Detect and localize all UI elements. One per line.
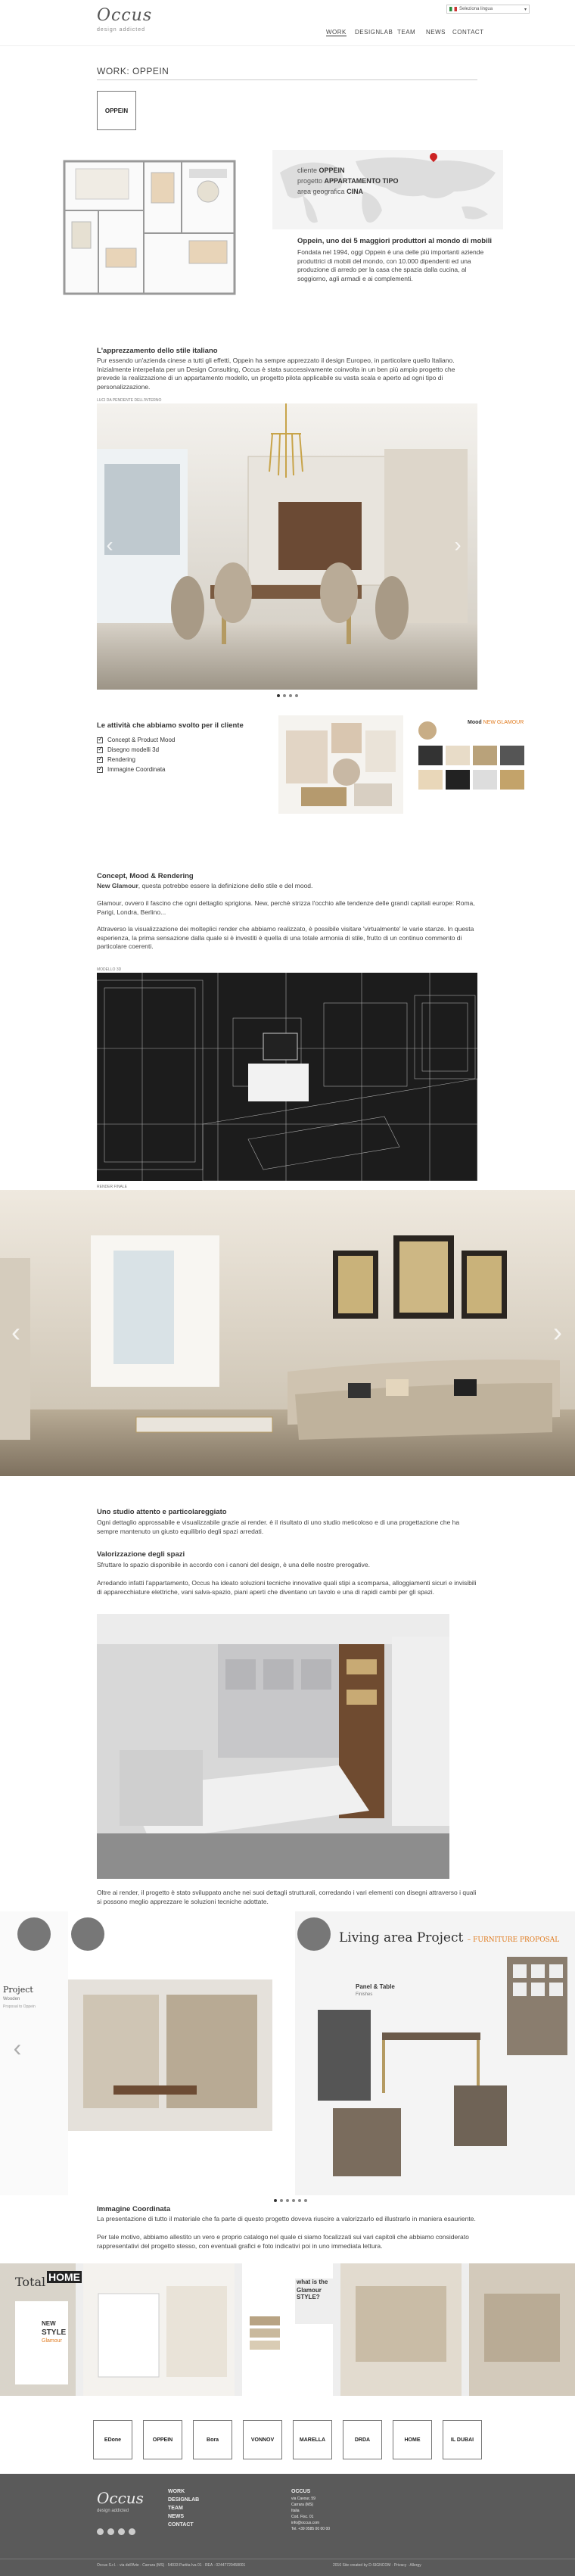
slider-next-arrow[interactable]: › — [553, 1316, 562, 1347]
project-info — [297, 165, 399, 197]
spaces-text-1: Sfruttare lo spazio disponibile in accordo con i canoni del design, è una delle nostre prerogative. — [97, 1561, 371, 1568]
site-header — [0, 0, 575, 46]
title-divider — [97, 79, 477, 80]
activity-label: Immagine Coordinata — [107, 766, 166, 773]
activity-item — [97, 746, 175, 753]
footer-office-line: Cod. Fisc. 01 — [291, 2515, 314, 2519]
mag-question: Glamour STYLE? — [297, 2287, 322, 2300]
partner-logos — [0, 2420, 575, 2459]
oppein-text: Fondata nel 1994, oggi Oppein è una delle più importanti aziende produttrici di mobili del mondo, con 10.000 dipendenti ed una produzione di arredo per la casa che spazia dalla cucina, al soggiorno, agli armadi e ai complementi. — [297, 248, 484, 282]
mood-board-2 — [411, 715, 536, 814]
slider-prev-arrow[interactable]: ‹ — [13, 2034, 22, 2061]
identity-heading: Immagine Coordinata — [97, 2205, 171, 2213]
pinterest-icon[interactable] — [129, 2528, 135, 2535]
partner-logo[interactable]: DRDA — [343, 2420, 382, 2459]
slider-dot[interactable] — [280, 2199, 283, 2202]
activity-item — [97, 756, 175, 763]
mood-name: NEW GLAMOUR — [483, 720, 524, 725]
slider-dots — [277, 694, 298, 697]
activity-item — [97, 737, 175, 743]
render-caption: RENDER FINALE — [97, 1185, 128, 1189]
footer-office — [291, 2487, 330, 2532]
mood-title — [468, 720, 524, 725]
activity-item — [97, 766, 175, 773]
project-label: progetto — [297, 177, 323, 185]
wireframe-caption: MODELLO 3D — [97, 967, 122, 972]
italy-flag-icon — [449, 7, 457, 11]
checkbox-icon — [97, 757, 103, 763]
partner-logo[interactable]: EDone — [93, 2420, 132, 2459]
project-sheets-slider — [0, 1911, 575, 2195]
section-heading-style: L'apprezzamento dello stile italiano — [97, 347, 218, 355]
social-icons — [97, 2528, 135, 2535]
footer-office-line: Carrara (MS) — [291, 2503, 314, 2507]
footer-copyright: Occus S.r.l. · via dell'Arte · Carrara (MS) · 54033 Partita Iva 01 · REA · 02447720458001 — [97, 2563, 246, 2568]
floor-plan-image — [53, 150, 246, 301]
language-label: Seleziona lingua — [459, 7, 493, 11]
structure-text: Oltre ai render, il progetto è stato sviluppato anche nei suoi dettagli strutturali, corredando i vari elementi con disegni attraverso i quali si possono meglio apprezzare le soluzioni tecniche adottate. — [97, 1889, 477, 1905]
slider-dot[interactable] — [274, 2199, 277, 2202]
footer-phone: Tel. +39 0585 00 00 00 — [291, 2527, 331, 2531]
site-footer — [0, 2474, 575, 2576]
footer-office-line: via Cavour, 59 — [291, 2497, 315, 2501]
partner-logo[interactable]: MARELLA — [293, 2420, 332, 2459]
nav-designlab[interactable]: DESIGNLAB — [355, 29, 393, 36]
living-room-render — [0, 1190, 575, 1476]
footer-logo[interactable]: Occus — [97, 2489, 144, 2507]
partner-logo[interactable]: IL DUBAI — [443, 2420, 482, 2459]
slider-dot[interactable] — [289, 694, 292, 697]
wireframe-render — [97, 973, 477, 1181]
concept-lead — [97, 882, 479, 891]
twitter-icon[interactable] — [107, 2528, 114, 2535]
client-value: OPPEIN — [319, 167, 345, 174]
slider-dot[interactable] — [292, 2199, 295, 2202]
side-sheet-sub: Wooden — [3, 1997, 20, 2001]
activity-label: Disegno modelli 3d — [107, 746, 160, 753]
mag-glamour: Glamour — [42, 2338, 62, 2344]
mag-what: what is the — [297, 2279, 328, 2285]
activities-heading: Le attività che abbiamo svolto per il cliente — [97, 721, 244, 730]
sheet-subtitle: – FURNITURE PROPOSAL — [467, 1936, 560, 1944]
slider-dot[interactable] — [304, 2199, 307, 2202]
footer-credits: 2016 Site created by D-SIGNCOM · Privacy · Allergy — [333, 2563, 421, 2568]
office-corner-render — [97, 1614, 449, 1879]
project-value: APPARTAMENTO TIPO — [324, 177, 399, 185]
nav-news[interactable]: NEWS — [426, 29, 446, 36]
slider-dot[interactable] — [283, 694, 286, 697]
mood-label: Mood — [468, 720, 482, 725]
language-select[interactable] — [446, 5, 530, 14]
checkbox-icon — [97, 747, 103, 753]
footer-nav-team[interactable]: TEAM — [168, 2506, 183, 2511]
footer-logo-tagline: design addicted — [97, 2509, 129, 2513]
catalog-gallery — [0, 2263, 575, 2396]
identity-text-2: Per tale motivo, abbiamo allestito un vero e proprio catalogo nel quale ci siamo focalizzati sui vari capitoli che abbiamo considerato rappresentativi del progetto stesso, con eventuali grafici e foto indicativi poi in uno immediata lettura. — [97, 2233, 469, 2250]
mag-total: Total — [15, 2275, 46, 2289]
partner-logo[interactable]: HOME — [393, 2420, 432, 2459]
concept-heading: Concept, Mood & Rendering — [97, 872, 194, 880]
slider-dot[interactable] — [277, 694, 280, 697]
concept-p1: Glamour, ovvero il fascino che ogni dettaglio sprigiona. New, perchè strizza l'occhio alle tendenze delle grandi capitali europe: Roma, Parigi, Londra, Berlino... — [97, 899, 475, 916]
page-title: WORK: OPPEIN — [97, 66, 169, 76]
footer-office-line: Italia — [291, 2509, 300, 2513]
slider-dots — [274, 2199, 307, 2202]
activity-label: Concept & Product Mood — [107, 737, 176, 743]
partner-logo[interactable]: VONNOV — [243, 2420, 282, 2459]
footer-nav-contact[interactable]: CONTACT — [168, 2522, 194, 2528]
spaces-text-2: Arredando infatti l'appartamento, Occus ha ideato soluzioni tecniche innovative quali stipi a scomparsa, alloggiamenti sicuri e invisibili di apparecchiature elettriche, vani salva-spazio, piani aperti che diventano un tavolo e una di rapidi cambi per gli spazi. — [97, 1579, 477, 1596]
sheet-panel-label: Panel & Table — [356, 1983, 395, 1990]
sheet-panel-sub: Finishes — [356, 1992, 373, 1997]
slider-next-arrow[interactable]: › — [454, 533, 462, 556]
slider-prev-arrow[interactable]: ‹ — [106, 533, 113, 556]
client-label: cliente — [297, 167, 318, 174]
footer-nav-news[interactable]: NEWS — [168, 2514, 184, 2519]
sheet-title — [339, 1930, 559, 1945]
nav-work[interactable]: WORK — [326, 29, 347, 36]
checkbox-icon — [97, 737, 103, 743]
identity-text-1: La presentazione di tutto il materiale che fa parte di questo progetto doveva riuscire a valorizzarlo ed illustrarlo in maniera esauriente. — [97, 2215, 476, 2222]
facebook-icon[interactable] — [97, 2528, 104, 2535]
client-logo: OPPEIN — [97, 91, 136, 130]
site-logo[interactable]: Occus — [97, 6, 153, 25]
concept-lead-bold: New Glamour — [97, 882, 138, 889]
partner-logo[interactable]: Bora — [193, 2420, 232, 2459]
dining-room-render — [97, 403, 477, 690]
slider-dot[interactable] — [298, 2199, 301, 2202]
side-sheet-title: Project — [3, 1985, 33, 1995]
slider-dot[interactable] — [286, 2199, 289, 2202]
footer-nav — [168, 2487, 199, 2529]
footer-office-line[interactable]: info@occus.com — [291, 2521, 320, 2525]
area-label: area geografica — [297, 188, 345, 195]
footer-office-title: OCCUS — [291, 2489, 311, 2494]
oppein-heading: Oppein, uno dei 5 maggiori produttori al mondo di mobili — [297, 237, 493, 245]
activities-list — [97, 737, 175, 776]
sheet-title-text: Living area Project — [339, 1930, 464, 1945]
area-value: CINA — [347, 188, 364, 195]
activity-label: Rendering — [107, 756, 135, 763]
chevron-down-icon: ▾ — [524, 7, 527, 12]
mood-board-1 — [278, 715, 403, 814]
checkbox-icon — [97, 767, 103, 773]
study-text: Ogni dettaglio approssabile e visualizzabile grazie ai render. è il risultato di uno studio meticoloso e di una progettazione che ha sempre mantenuto un giusto equilibrio degli spazi arredati. — [97, 1519, 460, 1535]
side-sheet-note: Proposal to Oppein — [3, 2004, 36, 2009]
partner-logo[interactable]: OPPEIN — [143, 2420, 182, 2459]
slider-prev-arrow[interactable]: ‹ — [11, 1316, 20, 1347]
concept-lead-text: , questa potrebbe essere la definizione dello stile e del mood. — [138, 882, 313, 889]
spaces-heading: Valorizzazione degli spazi — [97, 1550, 185, 1559]
photo-caption: LUCI DA PENDENTE DELL'INTERNO — [97, 398, 162, 403]
footer-nav-work[interactable]: WORK — [168, 2489, 185, 2494]
footer-nav-designlab[interactable]: DESIGNLAB — [168, 2497, 200, 2503]
nav-team[interactable]: TEAM — [397, 29, 416, 36]
mag-home: HOME — [48, 2271, 80, 2283]
mag-new: NEW — [42, 2320, 56, 2327]
slider-dot[interactable] — [295, 694, 298, 697]
site-logo-tagline: design addicted — [97, 27, 146, 33]
section-text-style: Pur essendo un'azienda cinese a tutti gli effetti, Oppein ha sempre apprezzato il design Europeo, in particolare quello Italiano. Inizialmente interpellata per un Design Consulting, Occus è stata successivamente coinvolta in un ben più ampio progetto che prevede la realizzazione di un appartamento modello, un progetto pilota applicabile su vasta scala e aperto ad ogni tipo di personalizzazione. — [97, 357, 455, 391]
concept-p2: Attraverso la visualizzazione dei molteplici render che abbiamo realizzato, è possibile visitare 'virtualmente' le varie stanze. In questa esperienza, la prima sensazione dalla quale si è investiti è quella di una totale armonia di stile, frutto di un continuo commento di particolare coerenti. — [97, 925, 474, 950]
instagram-icon[interactable] — [118, 2528, 125, 2535]
study-heading: Uno studio attento e particolareggiato — [97, 1508, 227, 1516]
nav-contact[interactable]: CONTACT — [452, 29, 484, 36]
mag-style: STYLE — [42, 2328, 67, 2337]
